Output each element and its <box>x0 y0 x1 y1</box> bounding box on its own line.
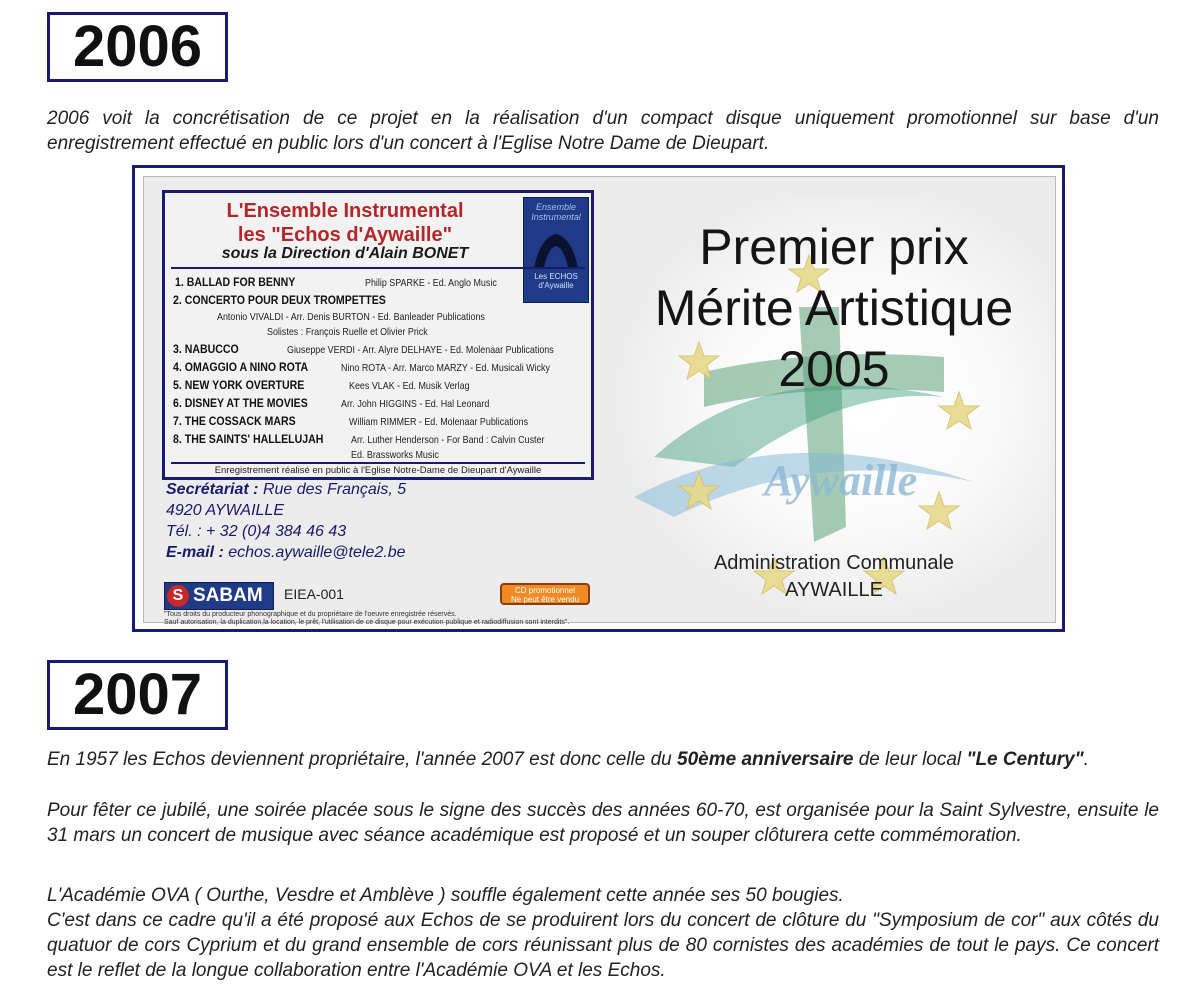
email-label: E-mail : <box>166 544 224 561</box>
cd-cover-image <box>132 165 1065 632</box>
fine-print-line1: "Tous droits du producteur phonographique et du propriétaire de l'oeuvre enregistrée réservés. <box>164 611 457 618</box>
sabam-logo <box>164 582 274 610</box>
track-title: 8. THE SAINTS' HALLELUJAH <box>173 432 324 446</box>
paragraph-2006: 2006 voit la concrétisation de ce projet en la réalisation d'un compact disque uniquement promotionnel sur base d'un enregistrement effectué en public lors d'un concert à l'Eglise Notre Dame de Dieupart. <box>47 108 1159 154</box>
paragraph-2007-jubilee: Pour fêter ce jubilé, une soirée placée sous le signe des succès des années 60-70, est organisée pour la Saint Sylvestre, ensuite le 31 mars un concert de musique avec séance académique est proposé et un souper clôturera cette commémoration. <box>47 800 1159 846</box>
track-title: 5. NEW YORK OVERTURE <box>173 378 305 392</box>
track-details: Nino ROTA - Arr. Marco MARZY - Ed. Musicali Wicky <box>341 362 550 374</box>
cd-cover-inner <box>143 176 1056 626</box>
phone-line: Tél. : + 32 (0)4 384 46 43 <box>166 523 347 540</box>
recording-note: Enregistrement réalisé en public à l'Eglise Notre-Dame de Dieupart d'Aywaille <box>214 465 542 476</box>
divider-line <box>171 462 585 464</box>
catalog-number: EIEA-001 <box>284 586 344 602</box>
ensemble-title-line1: L'Ensemble Instrumental <box>226 200 464 222</box>
track-details: Arr. Luther Henderson - For Band : Calvin Custer <box>351 434 545 446</box>
paragraph-2007-ova: L'Académie OVA ( Ourthe, Vesdre et Amblève ) souffle également cette année ses 50 bougies. <box>47 885 844 906</box>
track-details: William RIMMER - Ed. Molenaar Publications <box>349 416 529 428</box>
aywaille-watermark: Aywaille <box>764 456 918 505</box>
email-address: echos.aywaille@tele2.be <box>228 544 406 561</box>
track-title: 4. OMAGGIO A NINO ROTA <box>173 360 309 374</box>
promo-badge <box>500 583 590 605</box>
prize-line2: Mérite Artistique <box>654 280 1014 336</box>
fine-print-line2: Sauf autorisation, la duplication,la location, le prêt, l'utilisation de ce disque pour exécution publique et radiodiffusion sont interdits". <box>164 619 570 626</box>
track-title: 1. BALLAD FOR BENNY <box>175 275 296 289</box>
sabam-wordmark: SABAM <box>193 585 263 606</box>
track-details: Solistes : François Ruelle et Olivier Prick <box>267 326 428 338</box>
track-title: 2. CONCERTO POUR DEUX TROMPETTES <box>173 293 386 307</box>
text-run: de leur local <box>853 749 967 770</box>
promo-line1: CD promotionnel <box>514 586 576 595</box>
email-line <box>166 542 405 563</box>
track-title: 6. DISNEY AT THE MOVIES <box>173 396 308 410</box>
track-details: Ed. Brassworks Music <box>351 449 439 461</box>
secretariat-address: Rue des Français, 5 <box>262 481 407 498</box>
track-title: 3. NABUCCO <box>173 342 239 356</box>
secretariat-label: Secrétariat : <box>166 481 259 498</box>
horn-silhouette-icon <box>530 228 582 272</box>
year-heading-2006: 2006 <box>47 12 228 82</box>
logo-text-top: Ensemble Instrumental <box>531 202 581 222</box>
divider-line <box>171 267 585 269</box>
admin-line1: Administration Communale <box>713 552 955 574</box>
admin-line2: AYWAILLE <box>785 579 883 601</box>
track-details: Antonio VIVALDI - Arr. Denis BURTON - Ed. Banleader Publications <box>217 311 485 323</box>
ensemble-title-line2: les "Echos d'Aywaille" <box>237 224 453 246</box>
track-details: Giuseppe VERDI - Arr. Alyre DELHAYE - Ed. Molenaar Publications <box>287 344 554 356</box>
paragraph-2007-symposium: C'est dans ce cadre qu'il a été proposé aux Echos de se produirent lors du concert de clôture du "Symposium de cor" aux côtés du quatuor de cors Cyprium et du grand ensemble de cors réunissant plus de 80 cornistes des académies de tout le pays. Ce concert est le reflet de la longue collaboration entre l'Académie OVA et les Echos. <box>47 910 1159 981</box>
text-run: . <box>1083 749 1089 770</box>
track-title: 7. THE COSSACK MARS <box>173 414 296 428</box>
track-list-panel <box>162 190 594 480</box>
sabam-s-icon: S <box>167 585 189 607</box>
star-icon <box>919 492 959 529</box>
text-run: En 1957 les Echos deviennent propriétaire, l'année 2007 est donc celle du <box>47 749 678 770</box>
fine-print <box>164 611 569 627</box>
emphasis-anniversary: 50ème anniversaire <box>677 749 854 770</box>
logo-text-bottom: Les ECHOS d'Aywaille <box>534 272 578 290</box>
year-heading-2007: 2007 <box>47 660 228 730</box>
paragraph-2007-anniversary <box>47 747 1159 772</box>
city-line: 4920 AYWAILLE <box>166 502 284 519</box>
track-details: Kees VLAK - Ed. Musik Verlag <box>349 380 470 392</box>
promo-line2: Ne peut être vendu <box>510 595 580 604</box>
prize-line1: Premier prix <box>699 219 969 275</box>
secretariat-line <box>166 479 406 500</box>
direction-line: sous la Direction d'Alain BONET <box>221 245 469 262</box>
ensemble-logo <box>523 197 589 303</box>
track-details: Arr. John HIGGINS - Ed. Hal Leonard <box>341 398 490 410</box>
emphasis-century: "Le Century" <box>966 749 1084 770</box>
track-details: Philip SPARKE - Ed. Anglo Music <box>365 277 497 289</box>
prize-line3: 2005 <box>778 341 890 397</box>
